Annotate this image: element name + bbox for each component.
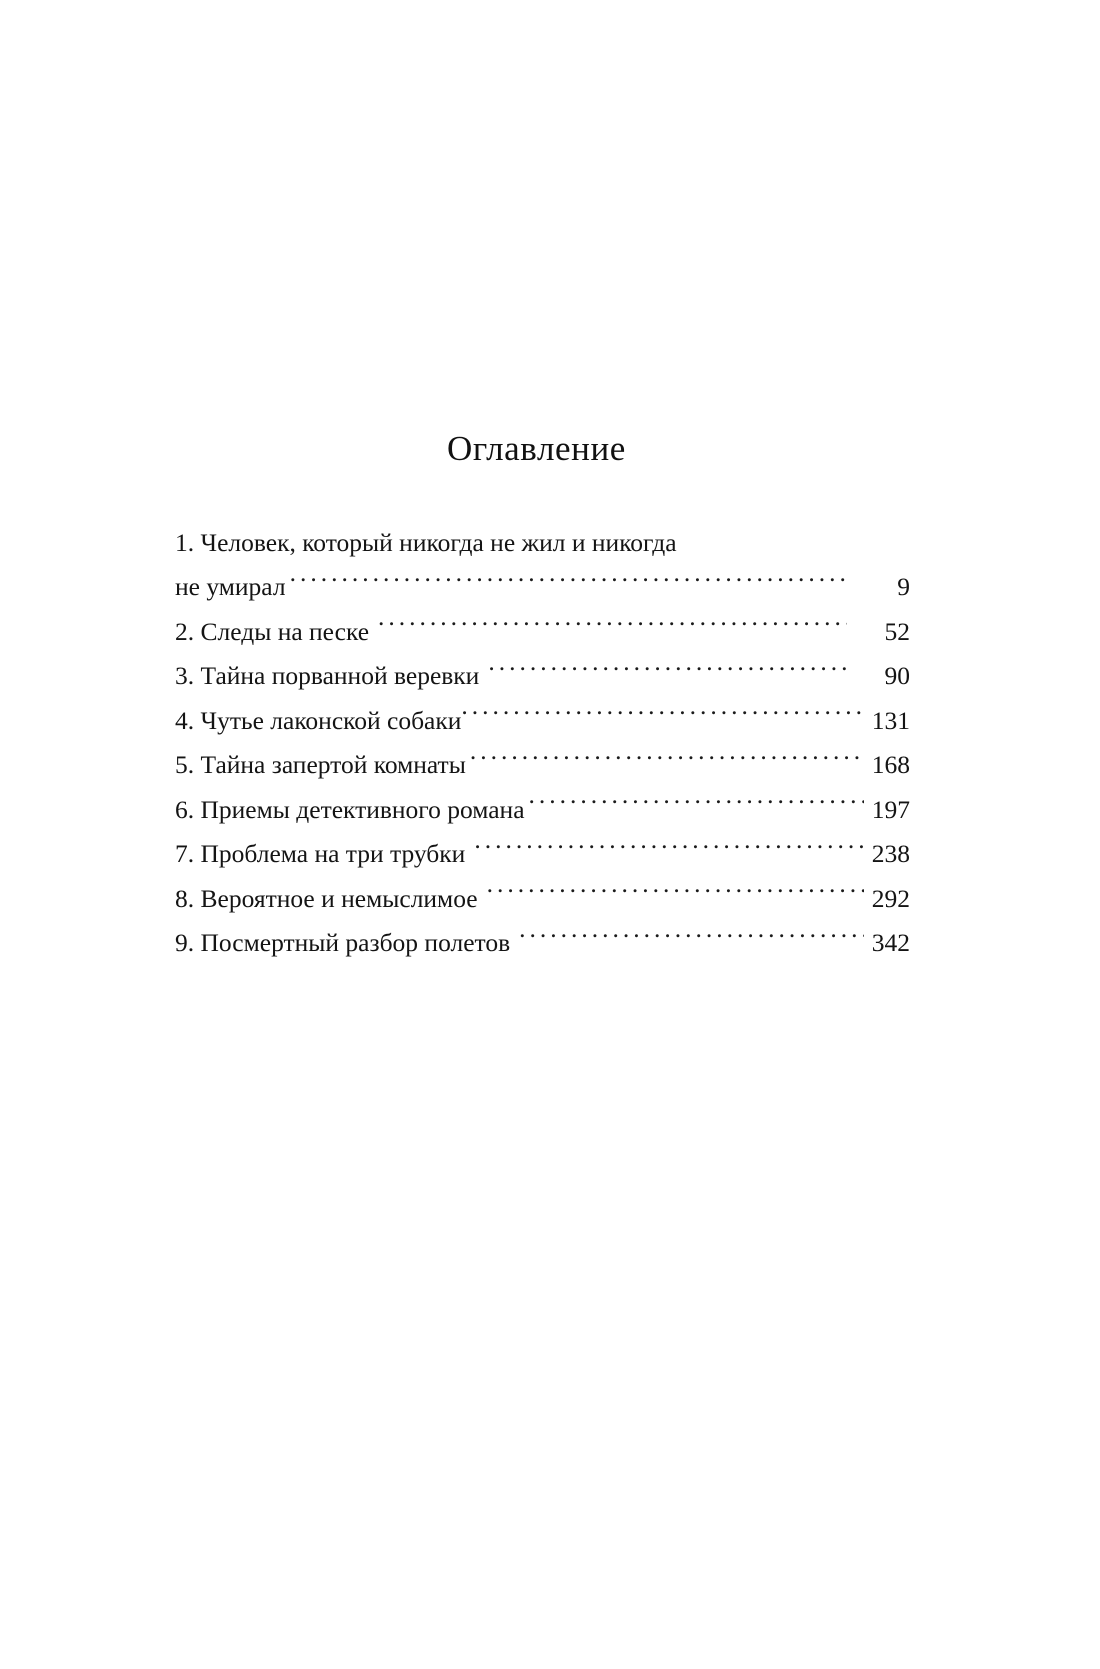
toc-entry-page-number: 90 [884,661,910,690]
page-title: Оглавление [447,429,626,468]
toc-entry-title: 5. Тайна запертой комнаты [175,750,466,779]
toc-entry-title-line-2: не умирал [175,572,286,601]
dot-leader [488,659,847,685]
dot-leader [519,926,864,952]
table-of-contents [175,430,910,966]
dot-leader [474,837,864,863]
toc-entry[interactable] [175,832,910,877]
toc-entry-title: 9. Посмертный разбор полетов [175,928,511,957]
toc-entry-title: 7. Проблема на три трубки [175,839,466,868]
toc-entry[interactable] [175,921,910,966]
toc-entry[interactable] [175,610,910,655]
toc-entry-page-number: 131 [871,705,910,735]
toc-entry-title: 8. Вероятное и немыслимое [175,883,478,913]
toc-entry-title: 4. Чутье лаконской собаки [175,705,462,735]
toc-entry-page-number: 342 [871,928,910,957]
dot-leader [470,748,864,774]
toc-entry[interactable] [175,654,910,699]
toc-entry-page-number: 168 [871,750,910,779]
toc-entry[interactable] [175,743,910,788]
dot-leader [529,792,864,818]
toc-entry-title: 3. Тайна порванной веревки [175,661,480,690]
toc-entry-title-line-1: 1. Человек, который никогда не жил и никогда [175,527,677,557]
toc-entry-page-number: 197 [871,794,910,824]
toc-entry[interactable] [175,788,910,833]
toc-entry-page-number: 9 [897,572,910,601]
dot-leader [461,703,864,729]
toc-entry-title: 6. Приемы детективного романа [175,794,525,824]
dot-leader [378,614,847,640]
toc-entry-list [175,521,910,966]
dot-leader [487,881,864,907]
toc-entry-page-number: 238 [871,839,910,868]
toc-entry-page-number: 292 [871,883,910,913]
toc-entry[interactable] [175,699,910,744]
toc-entry[interactable] [175,877,910,922]
toc-entry-page-number: 52 [884,616,910,646]
toc-entry-title: 2. Следы на песке [175,616,370,646]
dot-leader [290,570,847,596]
toc-entry[interactable] [175,521,910,610]
